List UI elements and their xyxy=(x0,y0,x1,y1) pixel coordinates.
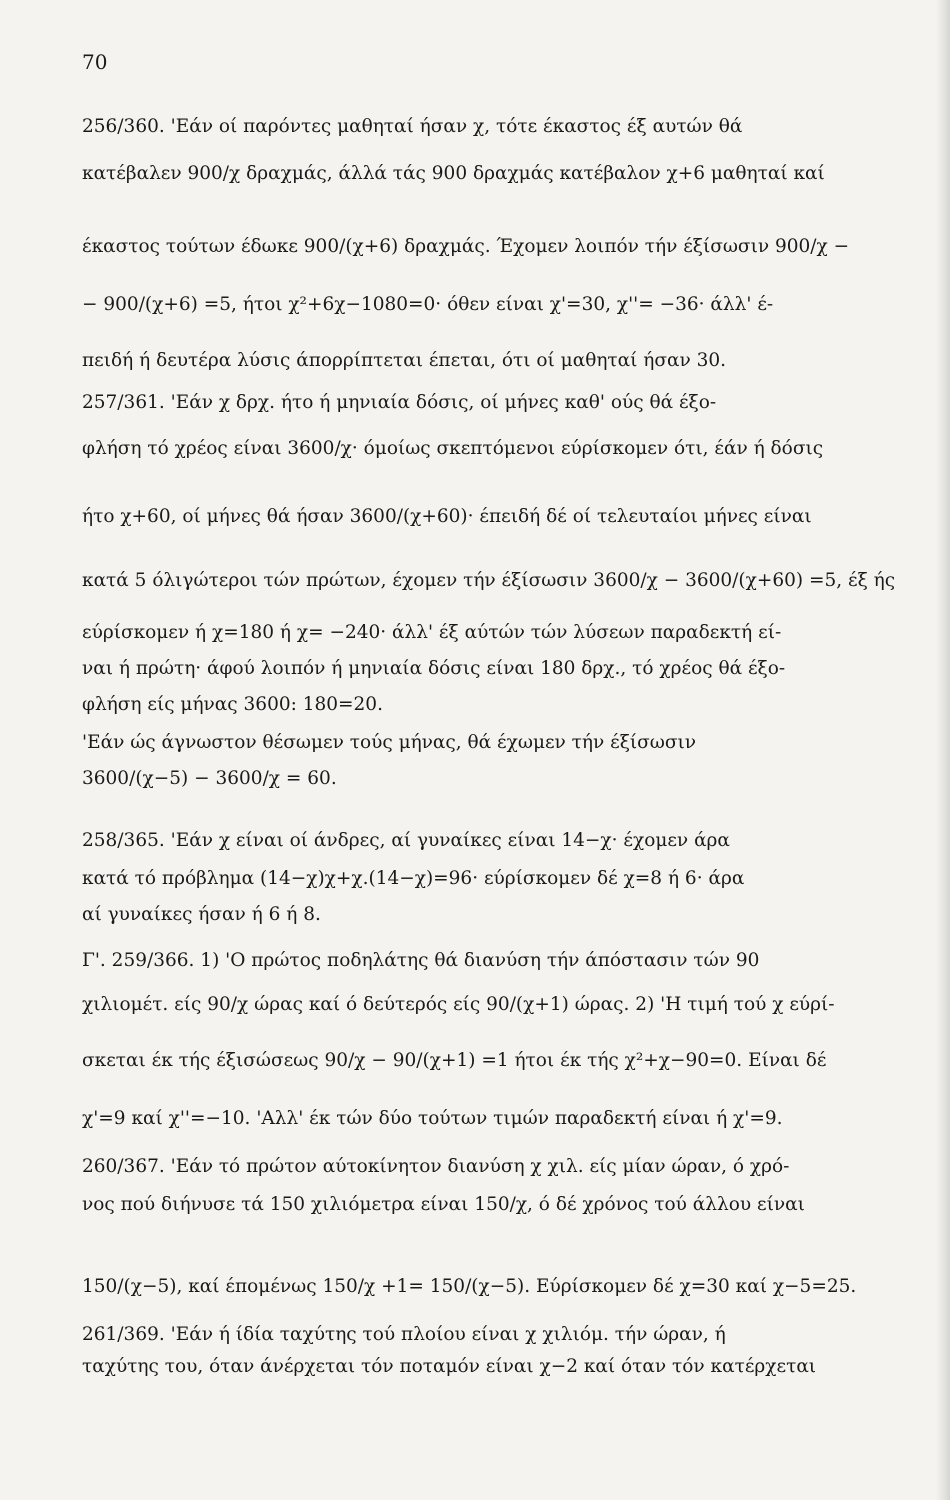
text-line: 261/369. 'Εάν ή ίδία ταχύτης τού πλοίου είναι χ χιλιόμ. τήν ώραν, ή xyxy=(82,1324,726,1345)
text-line: ταχύτης του, όταν άνέρχεται τόν ποταμόν είναι χ−2 καί όταν τόν κατέρχεται xyxy=(82,1356,817,1377)
text-line: 258/365. 'Εάν χ είναι οί άνδρες, αί γυναίκες είναι 14−χ· έχομεν άρα xyxy=(82,830,730,851)
text-line: κατά 5 όλιγώτεροι τών πρώτων, έχομεν τήν έξίσωσιν 3600/χ − 3600/(χ+60) =5, έξ ής xyxy=(82,570,896,591)
page-number: 70 xyxy=(82,50,108,74)
text-line: νος πού διήνυσε τά 150 χιλιόμετρα είναι 150/χ, ό δέ χρόνος τού άλλου είναι xyxy=(82,1194,805,1215)
text-line: 256/360. 'Εάν οί παρόντες μαθηταί ήσαν χ, τότε έκαστος έξ αυτών θά xyxy=(82,116,743,137)
text-line: χιλιομέτ. είς 90/χ ώρας καί ό δεύτερός είς 90/(χ+1) ώρας. 2) 'Η τιμή τού χ εύρί- xyxy=(82,994,835,1015)
text-line: Γ'. 259/366. 1) 'Ο πρώτος ποδηλάτης θά διανύση τήν άπόστασιν τών 90 xyxy=(82,950,760,971)
text-line: κατά τό πρόβλημα (14−χ)χ+χ.(14−χ)=96· εύρίσκομεν δέ χ=8 ή 6· άρα xyxy=(82,868,745,889)
text-line: 3600/(χ−5) − 3600/χ = 60. xyxy=(82,768,337,789)
page-edge-shadow xyxy=(936,0,950,1500)
text-line: 257/361. 'Εάν χ δρχ. ήτο ή μηνιαία δόσις, οί μήνες καθ' ούς θά έξο- xyxy=(82,392,717,413)
text-line: πειδή ή δευτέρα λύσις άπορρίπτεται έπεται, ότι οί μαθηταί ήσαν 30. xyxy=(82,350,727,371)
text-line: εύρίσκομεν ή χ=180 ή χ= −240· άλλ' έξ αύτών τών λύσεων παραδεκτή εί- xyxy=(82,622,782,643)
text-line: φλήση τό χρέος είναι 3600/χ· όμοίως σκεπτόμενοι εύρίσκομεν ότι, έάν ή δόσις xyxy=(82,438,824,459)
text-line: φλήση είς μήνας 3600: 180=20. xyxy=(82,694,383,715)
text-line: σκεται έκ τής έξισώσεως 90/χ − 90/(χ+1) =1 ήτοι έκ τής χ²+χ−90=0. Είναι δέ xyxy=(82,1050,827,1071)
text-line: κατέβαλεν 900/χ δραχμάς, άλλά τάς 900 δραχμάς κατέβαλον χ+6 μαθηταί καί xyxy=(82,163,825,184)
text-line: 260/367. 'Εάν τό πρώτον αύτοκίνητον διανύση χ χιλ. είς μίαν ώραν, ό χρό- xyxy=(82,1156,790,1177)
text-line: 'Εάν ώς άγνωστον θέσωμεν τούς μήνας, θά έχωμεν τήν έξίσωσιν xyxy=(82,732,696,753)
text-line: − 900/(χ+6) =5, ήτοι χ²+6χ−1080=0· όθεν είναι χ'=30, χ''= −36· άλλ' έ- xyxy=(82,294,774,315)
text-line: ήτο χ+60, οί μήνες θά ήσαν 3600/(χ+60)· έπειδή δέ οί τελευταίοι μήνες είναι xyxy=(82,506,812,527)
text-line: χ'=9 καί χ''=−10. 'Αλλ' έκ τών δύο τούτων τιμών παραδεκτή είναι ή χ'=9. xyxy=(82,1108,783,1129)
text-line: ναι ή πρώτη· άφού λοιπόν ή μηνιαία δόσις είναι 180 δρχ., τό χρέος θά έξο- xyxy=(82,658,786,679)
text-line: έκαστος τούτων έδωκε 900/(χ+6) δραχμάς. Έχομεν λοιπόν τήν έξίσωσιν 900/χ − xyxy=(82,236,850,257)
text-line: αί γυναίκες ήσαν ή 6 ή 8. xyxy=(82,904,321,925)
text-line: 150/(χ−5), καί έπομένως 150/χ +1= 150/(χ−5). Εύρίσκομεν δέ χ=30 καί χ−5=25. xyxy=(82,1276,857,1297)
